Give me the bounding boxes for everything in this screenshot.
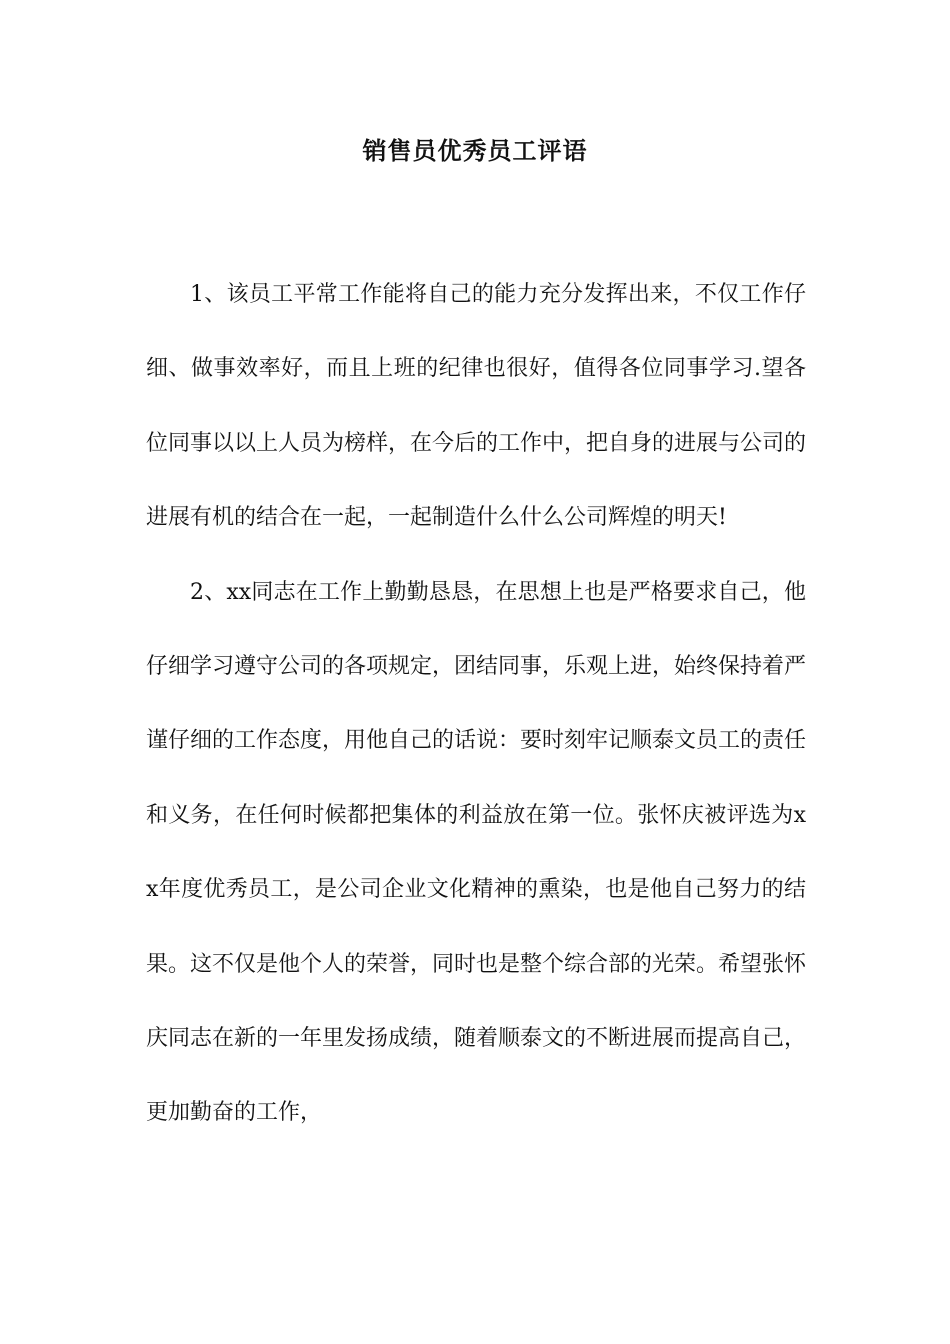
paragraph-2: 2、xx同志在工作上勤勤恳恳，在思想上也是严格要求自己，他仔细学习遵守公司的各项规定，团结同事，乐观上进，始终保持着严谨仔细的工作态度，用他自己的话说：要时刻牢记顺泰文员工的责任和义务，在任何时候都把集体的利益放在第一位。张怀庆被评选为xx年度优秀员工，是公司企业文化精神的熏染，也是他自己努力的结果。这不仅是他个人的荣誉，同时也是整个综合部的光荣。希望张怀庆同志在新的一年里发扬成绩，随着顺泰文的不断进展而提高自己，更加勤奋的工作， bbox=[146, 579, 807, 1126]
document-body bbox=[146, 258, 806, 1151]
paragraph-1: 1、该员工平常工作能将自己的能力充分发挥出来，不仅工作仔细、做事效率好，而且上班的纪律也很好，值得各位同事学习.望各位同事以以上人员为榜样，在今后的工作中，把自身的进展与公司的进展有机的结合在一起，一起制造什么什么公司辉煌的明天! bbox=[146, 282, 807, 531]
document-title: 销售员优秀员工评语 bbox=[362, 137, 588, 165]
